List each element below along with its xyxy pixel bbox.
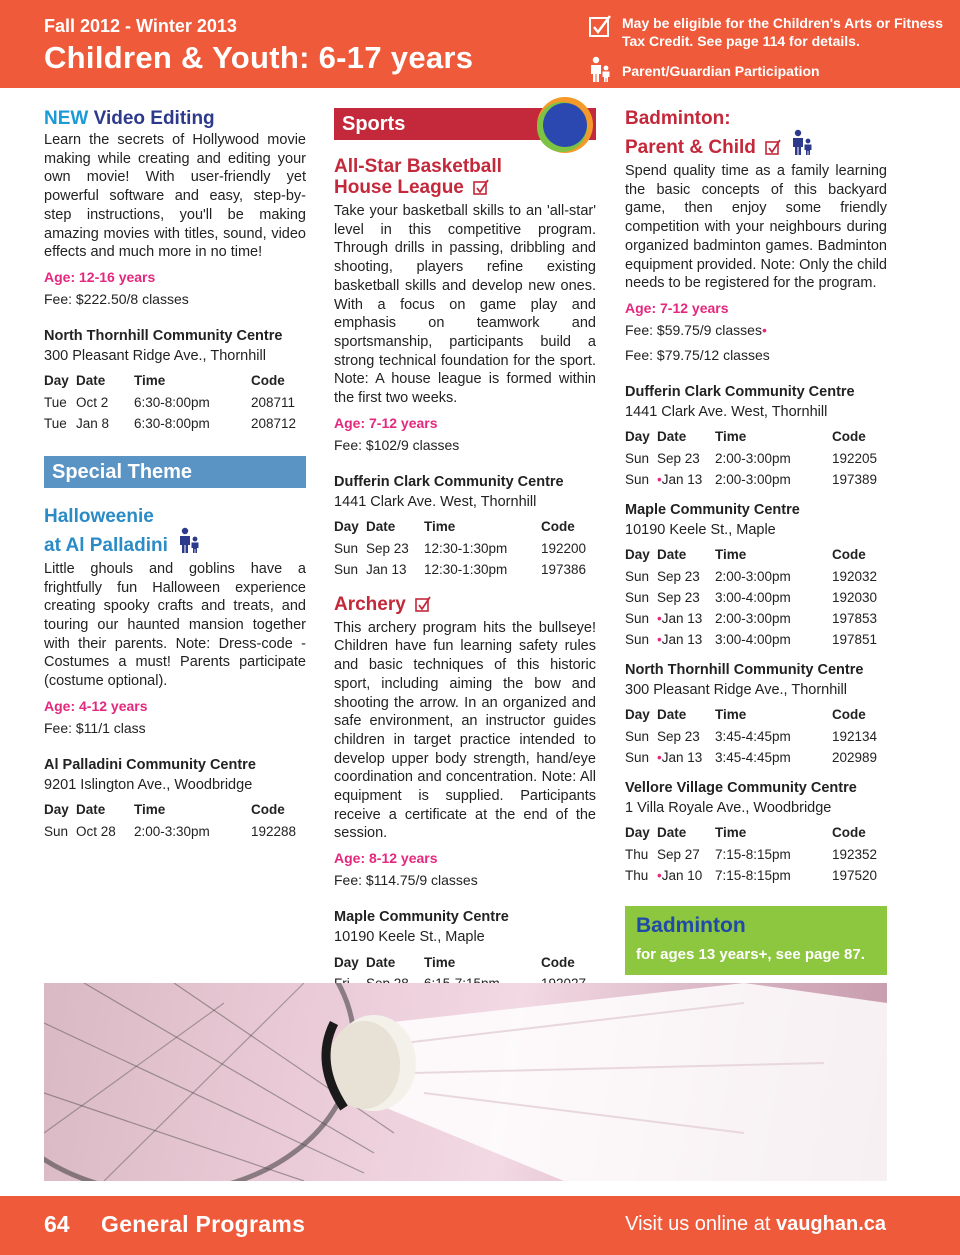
cell-day: Tue	[44, 415, 67, 431]
cell-time: 7:15-8:15pm	[715, 846, 791, 862]
page-footer	[0, 1196, 960, 1255]
sports-ball-icon	[534, 94, 596, 161]
cell-day: Sun	[625, 568, 650, 584]
table-row	[625, 747, 887, 768]
fee-text: Fee: $59.75/9 classes	[625, 321, 762, 338]
schedule-table	[625, 822, 887, 886]
cell-time: 3:00-4:00pm	[715, 631, 791, 647]
location-name: Maple Community Centre	[334, 909, 509, 926]
col-time: Time	[715, 429, 747, 445]
cell-time: 3:45-4:45pm	[715, 749, 791, 765]
table-row	[44, 821, 306, 842]
col-day: Day	[334, 519, 359, 535]
col-time: Time	[715, 825, 747, 841]
program-description	[44, 560, 306, 691]
cell-date: Jan 8	[76, 415, 110, 431]
new-label: NEW	[44, 108, 89, 129]
date-text: Jan 13	[661, 471, 703, 487]
cell-code: 197389	[832, 471, 878, 487]
table-row	[44, 413, 306, 434]
cell-time: 3:00-4:00pm	[715, 589, 791, 605]
cell-date: Sep 23	[657, 728, 700, 744]
col-code: Code	[832, 429, 866, 445]
cell-day: Sun	[625, 749, 650, 765]
visit-text: Visit us online at	[625, 1213, 776, 1235]
fee: Fee: $102/9 classes	[334, 436, 460, 453]
checkbox-icon	[415, 596, 431, 617]
col-code: Code	[251, 802, 285, 818]
season-label: Fall 2012 - Winter 2013	[44, 16, 237, 36]
title-line	[625, 129, 887, 160]
col-day: Day	[625, 429, 650, 445]
col-day: Day	[625, 547, 650, 563]
col-day: Day	[625, 825, 650, 841]
cell-code: 202989	[832, 749, 878, 765]
parent-participation-note: Parent/Guardian Participation	[622, 62, 820, 79]
table-row	[44, 392, 306, 413]
table-header-row	[625, 544, 887, 566]
bullet-mark: •	[657, 610, 662, 626]
age-range: Age: 7-12 years	[334, 414, 438, 431]
table-header-row	[334, 516, 596, 538]
program-note: Note: Only the child needs to be registered for the program.	[625, 256, 887, 292]
location-address: 300 Pleasant Ridge Ave., Thornhill	[625, 681, 847, 698]
fee: Fee: $222.50/8 classes	[44, 290, 189, 307]
parent-child-icon	[588, 56, 622, 85]
program-note: Note: Dress-code - Costumes a must! Parents participate (costume optional).	[44, 635, 307, 690]
location-address: 1441 Clark Ave. West, Thornhill	[625, 403, 828, 420]
table-row	[625, 469, 887, 490]
cell-date	[657, 608, 715, 629]
cell-code: 197851	[832, 631, 878, 647]
page-number: 64	[44, 1211, 70, 1237]
fee	[625, 320, 887, 341]
fee: Fee: $114.75/9 classes	[334, 872, 478, 889]
cell-day: Sun	[44, 823, 69, 839]
table-row	[334, 538, 596, 559]
col-date: Date	[657, 547, 687, 563]
col-code: Code	[832, 825, 866, 841]
promo-text: for ages 13 years+, see page 87.	[636, 945, 865, 963]
cell-time: 6:30-8:00pm	[134, 415, 210, 431]
shuttlecock-photo	[44, 983, 887, 1181]
program-note: Note: A house league is formed within the first two weeks.	[334, 371, 596, 407]
location-name: North Thornhill Community Centre	[625, 661, 864, 678]
parent-child-icon	[790, 129, 814, 160]
col-time: Time	[424, 519, 456, 535]
cell-time: 12:30-1:30pm	[424, 540, 508, 556]
badminton-title	[625, 108, 887, 160]
location-address: 300 Pleasant Ridge Ave., Thornhill	[44, 347, 266, 364]
table-header-row	[44, 799, 306, 821]
sports-header	[334, 108, 596, 140]
title-text: Archery	[334, 593, 406, 615]
fee: Fee: $11/1 class	[44, 719, 146, 736]
col-date: Date	[366, 954, 396, 970]
cell-day: Sun	[625, 631, 650, 647]
archery-title	[334, 594, 596, 617]
table-header-row	[625, 822, 887, 844]
cell-code: 192200	[541, 540, 587, 556]
schedule-table	[44, 799, 306, 842]
cell-day: Thu	[625, 867, 649, 883]
cell-code: 192030	[832, 589, 878, 605]
title-line: All-Star Basketball	[334, 156, 502, 177]
col-day: Day	[334, 954, 359, 970]
table-row	[625, 726, 887, 747]
date-text: Jan 13	[661, 610, 703, 626]
video-editing-title	[44, 108, 306, 129]
title-text: House League	[334, 177, 464, 198]
age-range: Age: 8-12 years	[334, 850, 438, 867]
location-address: 10190 Keele St., Maple	[625, 521, 776, 538]
cell-time: 2:00-3:00pm	[715, 568, 791, 584]
table-row	[625, 629, 887, 650]
location-name: Dufferin Clark Community Centre	[334, 473, 564, 490]
bullet-mark: •	[657, 471, 662, 487]
schedule-table	[44, 370, 306, 434]
promo-title: Badminton	[636, 913, 746, 937]
cell-time: 12:30-1:30pm	[424, 561, 508, 577]
halloweenie-title	[44, 506, 306, 558]
cell-time: 2:00-3:00pm	[715, 450, 791, 466]
table-header-row	[44, 370, 306, 392]
fee: Fee: $79.75/12 classes	[625, 346, 770, 363]
col-day: Day	[44, 373, 69, 389]
col-day: Day	[44, 802, 69, 818]
cell-code: 192352	[832, 846, 878, 862]
cell-time: 2:00-3:00pm	[715, 610, 791, 626]
bullet-mark: •	[657, 631, 662, 647]
table-row	[625, 865, 887, 886]
cell-time: 7:15-8:15pm	[715, 867, 791, 883]
col-time: Time	[134, 373, 166, 389]
schedule-table	[625, 544, 887, 650]
col-code: Code	[541, 519, 575, 535]
table-header-row	[625, 704, 887, 726]
age-range: Age: 4-12 years	[44, 697, 148, 714]
column-right	[625, 108, 887, 975]
program-description: Learn the secrets of Hollywood movie making while creating and editing your own movie! With user-friendly yet powerful software and easy, step-by-step instructions, you'll be making amazing movies with titles, sound, video effects and much more in no time!	[44, 132, 306, 261]
location-name: Al Palladini Community Centre	[44, 756, 256, 773]
col-time: Time	[134, 802, 166, 818]
cell-date: Sep 23	[657, 568, 700, 584]
shuttlecock-illustration	[44, 983, 887, 1181]
basketball-title	[334, 156, 596, 200]
title-line: Badminton:	[625, 108, 731, 129]
cell-date	[657, 865, 715, 886]
date-text: Jan 13	[661, 749, 703, 765]
col-date: Date	[76, 373, 106, 389]
cell-date: Oct 28	[76, 823, 116, 839]
program-note: Note: All equipment is supplied. Participants receive a certificate at the end of the session.	[334, 769, 596, 842]
age-range: Age: 12-16 years	[44, 268, 156, 285]
cell-code: 192032	[832, 568, 878, 584]
cell-date: Oct 2	[76, 394, 109, 410]
program-description	[625, 162, 887, 293]
bullet-mark: •	[761, 321, 767, 338]
cell-day: Sun	[334, 540, 359, 556]
table-row	[625, 587, 887, 608]
col-date: Date	[657, 825, 687, 841]
schedule-table	[625, 704, 887, 768]
col-date: Date	[366, 519, 396, 535]
cell-date: Sep 23	[366, 540, 409, 556]
bullet-mark: •	[657, 749, 662, 765]
table-row	[625, 448, 887, 469]
table-header-row	[334, 951, 596, 973]
table-row	[334, 559, 596, 580]
cell-day: Sun	[625, 610, 650, 626]
description-text: Take your basketball skills to an 'all-star' level in this competitive program. Through drills in passing, dribbling and shooting, players refine existing basketball skills and develop new ones. With a focus on game play and emphasis on teamwork and sportsmanship, participants build a strong technical foundation for the sport.	[334, 203, 596, 369]
cell-day: Sun	[625, 471, 650, 487]
website-note	[625, 1213, 886, 1236]
location-address: 1 Villa Royale Ave., Woodbridge	[625, 799, 832, 816]
col-day: Day	[625, 707, 650, 723]
checkbox-icon	[473, 179, 489, 200]
cell-date: Sep 27	[657, 846, 700, 862]
column-middle	[334, 108, 596, 1015]
column-left	[44, 108, 306, 842]
table-row	[625, 608, 887, 629]
col-date: Date	[657, 707, 687, 723]
parent-child-icon	[177, 527, 201, 558]
cell-day: Sun	[334, 561, 359, 577]
program-description	[334, 202, 596, 408]
legend	[588, 14, 948, 85]
cell-date	[657, 469, 715, 490]
cell-code: 197853	[832, 610, 878, 626]
cell-date: Sep 23	[657, 589, 700, 605]
schedule-table	[625, 426, 887, 490]
cell-code: 192205	[832, 450, 878, 466]
checkbox-icon	[588, 14, 622, 41]
program-name: Video Editing	[93, 108, 215, 129]
title-text: Parent & Child	[625, 137, 756, 158]
page-header	[0, 0, 960, 88]
badminton-promo-box	[625, 906, 887, 975]
table-header-row	[625, 426, 887, 448]
schedule-table	[334, 516, 596, 580]
tax-credit-note: May be eligible for the Children's Arts or Fitness Tax Credit. See page 114 for details.	[622, 15, 943, 49]
location-name: North Thornhill Community Centre	[44, 327, 283, 344]
page-title: Children & Youth: 6-17 years	[44, 40, 474, 75]
cell-code: 192134	[832, 728, 878, 744]
cell-day: Sun	[625, 450, 650, 466]
bullet-mark: •	[657, 867, 662, 883]
cell-date	[657, 747, 715, 768]
col-date: Date	[76, 802, 106, 818]
table-row	[625, 566, 887, 587]
location-name: Maple Community Centre	[625, 501, 800, 518]
cell-code: 208712	[251, 415, 297, 431]
col-time: Time	[424, 954, 456, 970]
cell-code: 208711	[251, 394, 296, 410]
cell-time: 6:30-8:00pm	[134, 394, 210, 410]
cell-code: 192288	[251, 823, 297, 839]
location-address: 1441 Clark Ave. West, Thornhill	[334, 493, 537, 510]
cell-day: Sun	[625, 728, 650, 744]
col-date: Date	[657, 429, 687, 445]
description-text: Little ghouls and goblins have a frightfully fun Halloween experience creating spooky crafts and treats, and touring our haunted mansion together with their parents.	[44, 560, 306, 652]
special-theme-band: Special Theme	[44, 456, 306, 488]
location-address: 9201 Islington Ave., Woodbridge	[44, 776, 253, 793]
cell-date: Sep 23	[657, 450, 700, 466]
cell-time: 2:00-3:00pm	[715, 471, 791, 487]
cell-date: Jan 13	[366, 561, 407, 577]
cell-time: 2:00-3:30pm	[134, 823, 210, 839]
cell-date	[657, 629, 715, 650]
cell-time: 3:45-4:45pm	[715, 728, 791, 744]
program-description	[334, 619, 596, 843]
section-name: General Programs	[101, 1211, 306, 1237]
age-range: Age: 7-12 years	[625, 299, 729, 316]
description-text: Spend quality time as a family learning the basic concepts of this backyard game, then enjoy some friendly competition with your neighbours during organized badminton games. Badminton equipment provided.	[625, 163, 887, 273]
cell-day: Sun	[625, 589, 650, 605]
website-link[interactable]: vaughan.ca	[775, 1213, 886, 1235]
title-line	[334, 177, 596, 200]
location-address: 10190 Keele St., Maple	[334, 929, 485, 946]
col-code: Code	[251, 373, 285, 389]
date-text: Jan 10	[661, 867, 703, 883]
date-text: Jan 13	[661, 631, 703, 647]
description-text: This archery program hits the bullseye! Children have fun learning safety rules and basic techniques of this historic sport, including aiming the bow and shooting the arrow. In an organized and safe environment, an instructor guides children in target practice intended to develop upper body strength, hand/eye coordination and concentration.	[334, 619, 596, 786]
table-row	[625, 844, 887, 865]
location-name: Vellore Village Community Centre	[625, 779, 857, 796]
cell-code: 197520	[832, 867, 878, 883]
col-code: Code	[832, 707, 866, 723]
sports-band: Sports	[334, 108, 596, 140]
location-name: Dufferin Clark Community Centre	[625, 383, 855, 400]
cell-code: 197386	[541, 561, 587, 577]
title-line	[44, 527, 306, 558]
title-line: Halloweenie	[44, 505, 154, 527]
col-code: Code	[541, 954, 575, 970]
cell-day: Tue	[44, 394, 67, 410]
col-code: Code	[832, 547, 866, 563]
cell-day: Thu	[625, 846, 649, 862]
col-time: Time	[715, 707, 747, 723]
col-time: Time	[715, 547, 747, 563]
title-text: at Al Palladini	[44, 534, 168, 556]
checkbox-icon	[765, 139, 781, 160]
